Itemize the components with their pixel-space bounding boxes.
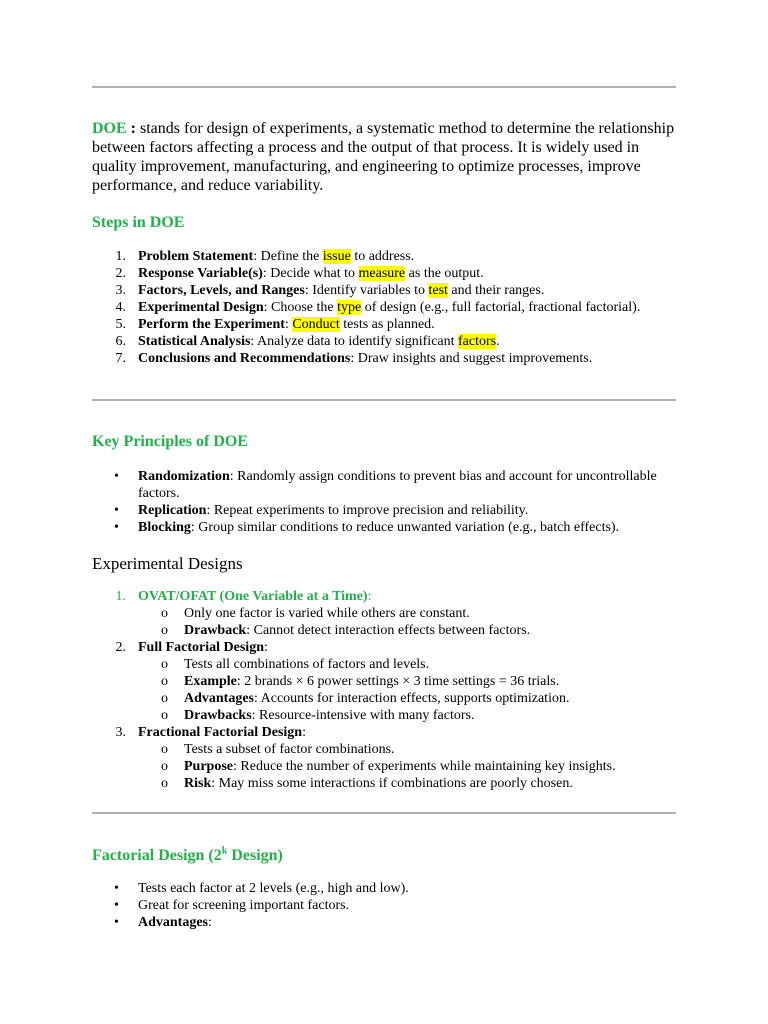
step-number: 2. [115, 266, 126, 281]
steps-list [92, 248, 676, 367]
factorial-heading [92, 846, 283, 866]
step-highlight: Conduct [292, 317, 340, 332]
step-text-end: and their ranges. [447, 283, 545, 298]
step-number: 5. [115, 317, 126, 332]
design-sub-item [92, 690, 676, 707]
factorial-text: Tests each factor at 2 levels (e.g., high and low). [138, 881, 409, 896]
step-item [92, 350, 676, 367]
sub-term: Drawbacks [184, 708, 252, 723]
step-text-end: . [496, 334, 500, 349]
horizontal-rule-designs [92, 812, 676, 814]
intro-text: stands for design of experiments, a systematic method to determine the relationship between factors affecting a process and the output of that process. It is widely used in quality improvement, manufacturing, and engineering to optimize processes, improve performance, and reduce variability. [92, 120, 675, 194]
step-text-end: to address. [350, 249, 415, 264]
factorial-text: : [208, 915, 212, 930]
sub-term: Example [184, 674, 237, 689]
step-term: Response Variable(s) [138, 266, 263, 281]
sub-text: Tests all combinations of factors and levels. [184, 657, 430, 672]
factorial-heading-pre: Factorial Design (2 [92, 847, 222, 864]
step-text: : Decide what to [262, 266, 359, 281]
step-item [92, 265, 676, 282]
design-suffix: : [264, 640, 268, 655]
intro-term: DOE [92, 120, 127, 137]
design-sub-item [92, 707, 676, 724]
step-item [92, 299, 676, 316]
principle-term: Blocking [138, 520, 191, 535]
sub-bullet-marker: o [161, 657, 168, 672]
horizontal-rule-steps [92, 399, 676, 401]
bullet-marker: • [114, 898, 119, 913]
step-term: Experimental Design [138, 300, 264, 315]
design-sub-item [92, 605, 676, 622]
design-item [92, 724, 676, 741]
step-term: Problem Statement [138, 249, 254, 264]
principle-text: : Group similar conditions to reduce unwanted variation (e.g., batch effects). [190, 520, 620, 535]
sub-term: Risk [184, 776, 212, 791]
bullet-marker: • [114, 520, 119, 535]
design-term: Fractional Factorial Design [138, 725, 303, 740]
factorial-term: Advantages [138, 915, 209, 930]
principle-item [92, 502, 676, 519]
step-text-end: tests as planned. [339, 317, 435, 332]
design-sub-item [92, 741, 676, 758]
sub-bullet-marker: o [161, 708, 168, 723]
bullet-marker: • [114, 881, 119, 896]
sub-text: : Cannot detect interaction effects between factors. [246, 623, 531, 638]
steps-heading: Steps in DOE [92, 214, 185, 231]
design-sub-item [92, 673, 676, 690]
design-term: OVAT/OFAT (One Variable at a Time) [138, 589, 368, 604]
design-sub-item [92, 622, 676, 639]
factorial-item [92, 897, 676, 914]
step-item [92, 333, 676, 350]
sub-text: : 2 brands × 6 power settings × 3 time settings = 36 trials. [236, 674, 560, 689]
sub-term: Drawback [184, 623, 247, 638]
sub-text: Tests a subset of factor combinations. [184, 742, 395, 757]
sub-bullet-marker: o [161, 606, 168, 621]
factorial-item [92, 880, 676, 897]
design-suffix: : [367, 589, 372, 604]
sub-term: Purpose [184, 759, 233, 774]
sub-term: Advantages [184, 691, 255, 706]
step-number: 6. [115, 334, 126, 349]
factorial-list [92, 880, 676, 931]
design-number: 3. [115, 725, 126, 740]
sub-text: : May miss some interactions if combinations are poorly chosen. [211, 776, 573, 791]
sub-bullet-marker: o [161, 776, 168, 791]
intro-paragraph [92, 119, 676, 195]
step-item [92, 282, 676, 299]
factorial-item [92, 914, 676, 931]
design-suffix: : [302, 725, 306, 740]
step-text: : [284, 317, 293, 332]
sub-bullet-marker: o [161, 691, 168, 706]
step-highlight: issue [322, 249, 351, 264]
design-term: Full Factorial Design [138, 640, 264, 655]
step-text-end: as the output. [405, 266, 484, 281]
principle-text: : Repeat experiments to improve precision and reliability. [206, 503, 529, 518]
design-item [92, 639, 676, 656]
design-number: 1. [115, 589, 126, 604]
design-sub-item [92, 775, 676, 792]
bullet-marker: • [114, 469, 119, 484]
step-number: 7. [115, 351, 126, 366]
step-term: Perform the Experiment [138, 317, 285, 332]
step-highlight: factors [458, 334, 497, 349]
step-number: 4. [115, 300, 126, 315]
step-text: : Define the [253, 249, 323, 264]
sub-bullet-marker: o [161, 623, 168, 638]
step-number: 1. [115, 249, 126, 264]
sub-bullet-marker: o [161, 674, 168, 689]
horizontal-rule-top [92, 86, 676, 88]
step-text-end: of design (e.g., full factorial, fractional factorial). [361, 300, 641, 315]
step-term: Factors, Levels, and Ranges [138, 283, 305, 298]
sub-bullet-marker: o [161, 759, 168, 774]
step-text: : Identify variables to [304, 283, 429, 298]
factorial-heading-post: Design) [227, 847, 283, 864]
design-sub-item [92, 656, 676, 673]
principle-text: : Randomly assign conditions to prevent bias and account for uncontrollable factors. [138, 469, 657, 501]
design-sub-item [92, 758, 676, 775]
step-text: : Analyze data to identify significant [250, 334, 459, 349]
step-text: : Draw insights and suggest improvements. [350, 351, 593, 366]
bullet-marker: • [114, 915, 119, 930]
design-number: 2. [115, 640, 126, 655]
factorial-heading-sup: k [221, 845, 228, 857]
designs-heading: Experimental Designs [92, 554, 243, 573]
step-highlight: type [337, 300, 362, 315]
principles-list [92, 468, 676, 536]
sub-text: : Reduce the number of experiments while maintaining key insights. [233, 759, 616, 774]
sub-text: Only one factor is varied while others are constant. [184, 606, 470, 621]
principle-item [92, 468, 676, 502]
step-number: 3. [115, 283, 126, 298]
sub-bullet-marker: o [161, 742, 168, 757]
step-term: Conclusions and Recommendations [138, 351, 351, 366]
step-highlight: test [428, 283, 448, 298]
principle-item [92, 519, 676, 536]
bullet-marker: • [114, 503, 119, 518]
step-text: : Choose the [263, 300, 338, 315]
designs-list [92, 588, 676, 792]
principle-term: Replication [138, 503, 207, 518]
principle-term: Randomization [138, 469, 230, 484]
step-highlight: measure [358, 266, 406, 281]
design-item [92, 588, 676, 605]
step-item [92, 316, 676, 333]
intro-colon: : [126, 120, 136, 137]
step-term: Statistical Analysis [138, 334, 251, 349]
factorial-text: Great for screening important factors. [138, 898, 350, 913]
step-item [92, 248, 676, 265]
sub-text: : Resource-intensive with many factors. [251, 708, 475, 723]
sub-text: : Accounts for interaction effects, supports optimization. [254, 691, 570, 706]
principles-heading: Key Principles of DOE [92, 433, 248, 450]
